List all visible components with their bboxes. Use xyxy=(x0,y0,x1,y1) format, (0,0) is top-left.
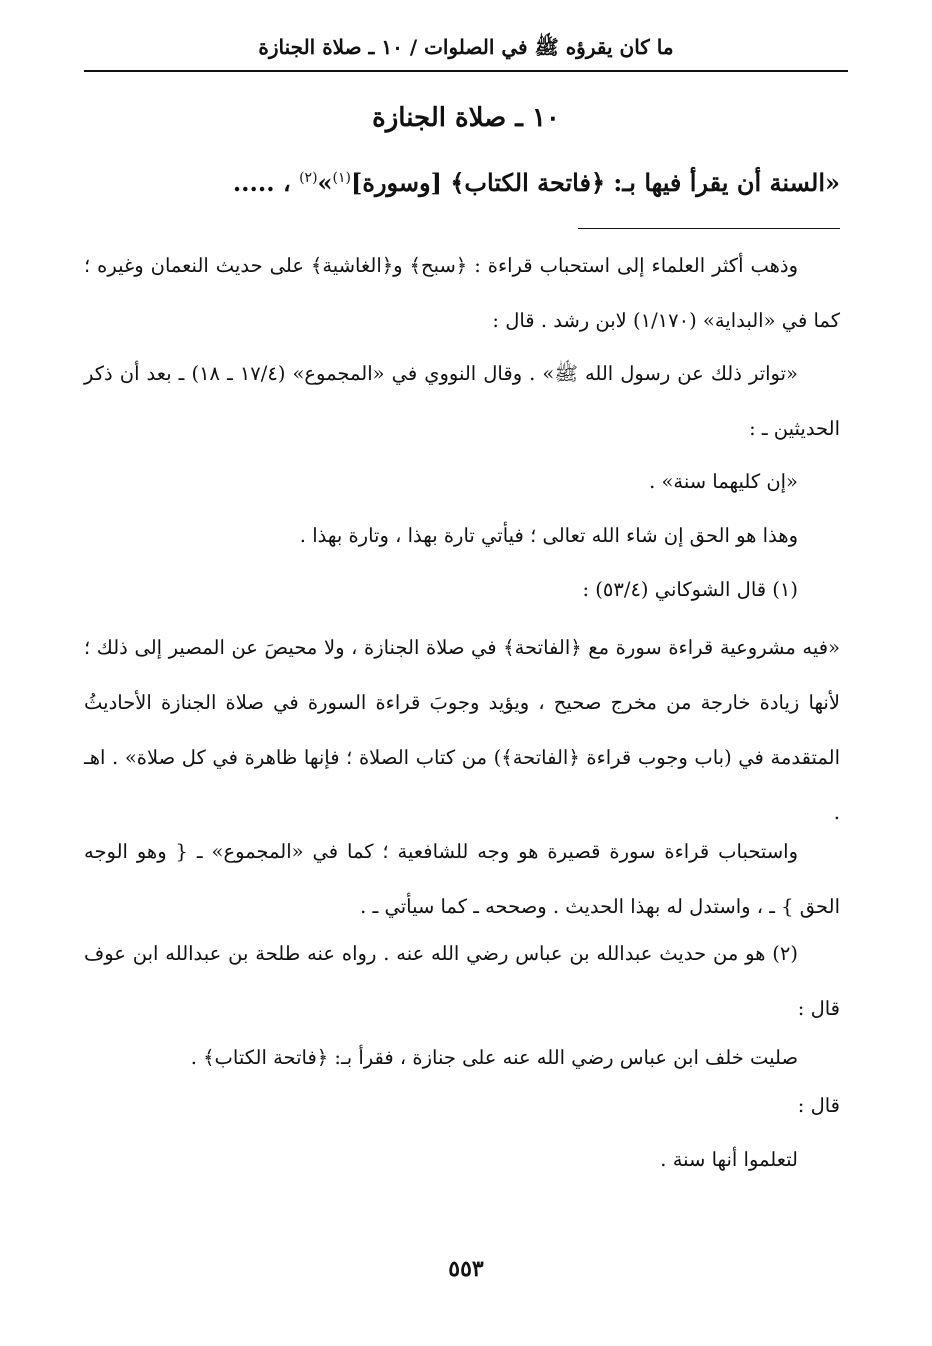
chapter-title: ١٠ ـ صلاة الجنازة xyxy=(372,103,560,133)
hadith-tail: ، ..... xyxy=(232,168,291,197)
footnote-2-end: لتعلموا أنها سنة . xyxy=(660,1148,798,1171)
page-number: ٥٥٣ xyxy=(448,1256,484,1282)
body-paragraph-3: «إن كليهما سنة» . xyxy=(649,470,798,493)
footnote-1-quote: «فيه مشروعية قراءة سورة مع ﴿الفاتحة﴾ في صلاة الجنازة ، ولا محيصَ عن المصير إلى ذلك ؛ لأنها زيادة خارجة من مخرج صحيح ، ويؤيد وجوبَ قراءة السورة في صلاة الجنازة الأحاديثُ المتقدمة في (باب وجوب قراءة ﴿الفاتحة﴾) من كتاب الصلاة ؛ فإنها ظاهرة في كل صلاة» . اهـ . xyxy=(84,636,840,824)
footnote-2-text: (٢) هو من حديث عبدالله بن عباس رضي الله عنه . رواه عنه طلحة بن عبدالله ابن عوف قال : xyxy=(84,942,840,1020)
footnote-2-qala: قال : xyxy=(797,1094,840,1117)
footnote-ref-1: (١) xyxy=(332,170,352,186)
footnote-ref-2: (٢) xyxy=(299,170,318,186)
hadith-close-quote: » xyxy=(317,168,333,197)
body-paragraph-1: وذهب أكثر العلماء إلى استحباب قراءة : ﴿سبح﴾ و﴿الغاشية﴾ على حديث النعمان وغيره ؛ كما في «البداية» (١/١٧٠) لابن رشد . قال : xyxy=(84,254,840,332)
running-head: ما كان يقرؤه ﷺ في الصلوات / ١٠ ـ صلاة الجنازة xyxy=(258,35,674,59)
header-rule xyxy=(84,70,848,72)
hadith-main: «السنة أن يقرأ فيها بـ: ﴿فاتحة الكتاب﴾ [وسورة] xyxy=(351,168,840,197)
footnote-1-heading: (١) قال الشوكاني (٥٣/٤) : xyxy=(582,578,798,601)
body-paragraph-6: واستحباب قراءة سورة قصيرة هو وجه للشافعية ؛ كما في «المجموع» ـ { وهو الوجه الحق } ـ ، واستدل له بهذا الحديث . وصححه ـ كما سيأتي ـ . xyxy=(84,840,840,918)
body-paragraph-2: «تواتر ذلك عن رسول الله ﷺ» . وقال النووي في «المجموع» (١٧/٤ ـ ١٨) ـ بعد أن ذكر الحديثين ـ : xyxy=(84,362,840,440)
hadith-text xyxy=(84,156,840,205)
footnote-separator xyxy=(578,228,840,229)
body-paragraph-4: وهذا هو الحق إن شاء الله تعالى ؛ فيأتي تارة بهذا ، وتارة بهذا . xyxy=(299,524,798,547)
footnote-2-quote: صليت خلف ابن عباس رضي الله عنه على جنازة ، فقرأ بـ: ﴿فاتحة الكتاب﴾ . xyxy=(190,1046,798,1069)
